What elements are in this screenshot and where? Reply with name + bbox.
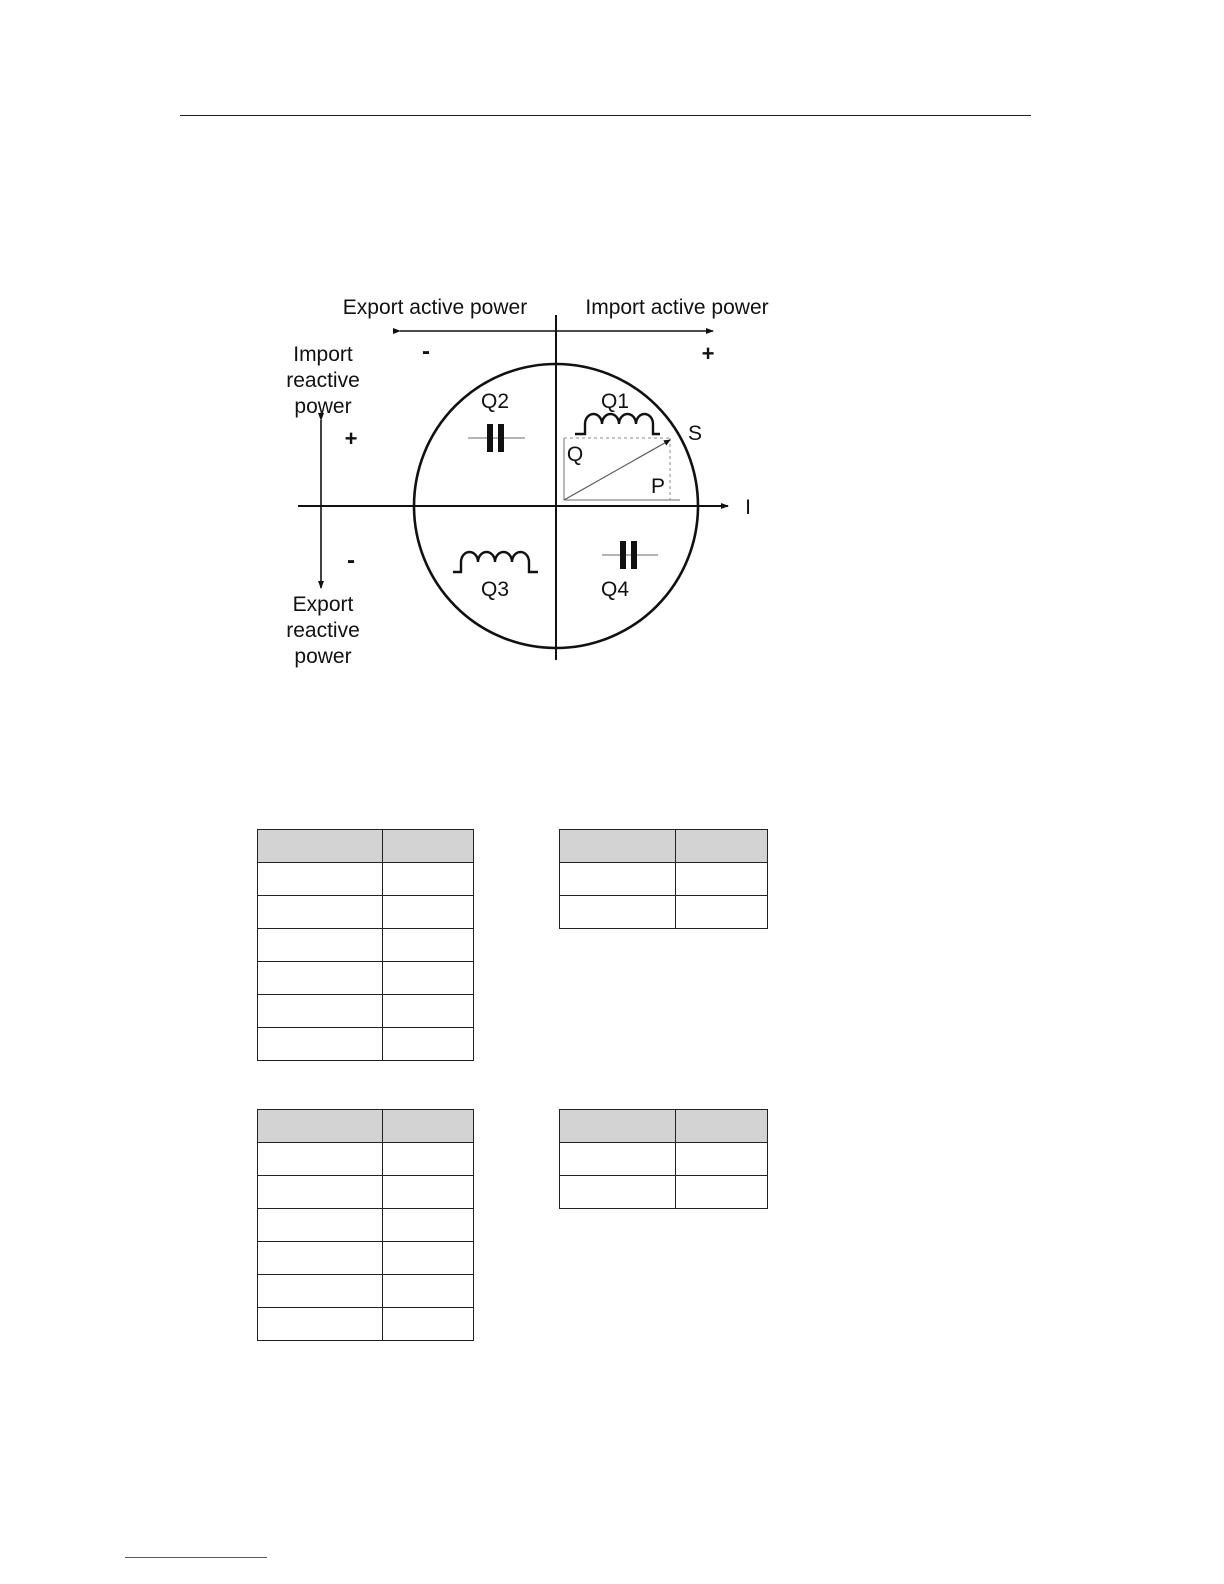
table-row bbox=[258, 995, 474, 1028]
table-bottom-right bbox=[559, 1109, 768, 1209]
quadrant-q2-label: Q2 bbox=[480, 390, 510, 413]
current-label-i: I bbox=[745, 496, 751, 519]
table-row bbox=[258, 896, 474, 929]
export-reactive-label-line2: reactive bbox=[286, 619, 360, 642]
table-header-row bbox=[258, 1110, 474, 1143]
table-row bbox=[258, 1242, 474, 1275]
table-cell bbox=[258, 1176, 383, 1209]
table-cell bbox=[676, 863, 768, 896]
table-row bbox=[258, 1176, 474, 1209]
table-cell bbox=[383, 896, 474, 929]
inductor-icon-q3 bbox=[453, 552, 538, 572]
table-cell bbox=[560, 1143, 676, 1176]
table-cell bbox=[258, 1209, 383, 1242]
table-cell bbox=[258, 1242, 383, 1275]
table-row bbox=[258, 962, 474, 995]
table-cell bbox=[676, 1143, 768, 1176]
table-cell bbox=[258, 896, 383, 929]
table-cell bbox=[383, 1028, 474, 1061]
table-cell bbox=[258, 1308, 383, 1341]
table-cell bbox=[258, 1275, 383, 1308]
table-header-cell bbox=[676, 1110, 768, 1143]
table-header-cell bbox=[560, 1110, 676, 1143]
quadrant-q3-label: Q3 bbox=[480, 578, 510, 601]
table-row bbox=[258, 1308, 474, 1341]
table-cell bbox=[258, 995, 383, 1028]
capacitor-icon-q2 bbox=[468, 424, 525, 452]
table-cell bbox=[676, 896, 768, 929]
table-cell bbox=[258, 1143, 383, 1176]
table-cell bbox=[560, 1176, 676, 1209]
table-cell bbox=[383, 1143, 474, 1176]
table-row bbox=[560, 863, 768, 896]
table-header-cell bbox=[258, 830, 383, 863]
quadrant-q1-label: Q1 bbox=[600, 390, 630, 413]
table-header-row bbox=[258, 830, 474, 863]
table-cell bbox=[383, 1176, 474, 1209]
capacitor-icon-q4 bbox=[602, 541, 658, 569]
minus-sign-active: - bbox=[422, 338, 430, 365]
table-row bbox=[258, 863, 474, 896]
table-cell bbox=[560, 863, 676, 896]
table-cell bbox=[258, 962, 383, 995]
table-cell bbox=[258, 863, 383, 896]
table-cell bbox=[383, 995, 474, 1028]
table-row bbox=[560, 896, 768, 929]
table-header-row bbox=[560, 830, 768, 863]
table-cell bbox=[676, 1176, 768, 1209]
plus-sign-active: + bbox=[701, 341, 715, 366]
table-header-row bbox=[560, 1110, 768, 1143]
table-cell bbox=[383, 929, 474, 962]
export-reactive-label-line3: power bbox=[294, 645, 352, 668]
inductor-icon-q1 bbox=[575, 414, 660, 434]
quadrant-q4-label: Q4 bbox=[600, 578, 630, 601]
table-header-cell bbox=[676, 830, 768, 863]
table-row bbox=[258, 1028, 474, 1061]
reactive-power-label-q: Q bbox=[566, 443, 584, 466]
table-header-cell bbox=[383, 830, 474, 863]
table-row bbox=[258, 1209, 474, 1242]
active-power-label-p: P bbox=[650, 475, 666, 498]
table-row bbox=[258, 929, 474, 962]
import-reactive-label-line1: Import bbox=[293, 343, 353, 366]
footer-link-underline bbox=[125, 1557, 267, 1558]
table-cell bbox=[258, 929, 383, 962]
table-row bbox=[560, 1143, 768, 1176]
table-row bbox=[258, 1143, 474, 1176]
table-top-right bbox=[559, 829, 768, 929]
import-reactive-label-line3: power bbox=[294, 395, 352, 418]
import-active-power-label: Import active power bbox=[585, 296, 769, 319]
table-cell bbox=[560, 896, 676, 929]
table-top-left bbox=[257, 829, 474, 1061]
minus-sign-reactive: - bbox=[347, 547, 355, 574]
export-reactive-label-line1: Export bbox=[292, 593, 354, 616]
import-reactive-label-line2: reactive bbox=[286, 369, 360, 392]
apparent-power-label-s: S bbox=[687, 422, 703, 445]
plus-sign-reactive: + bbox=[344, 426, 358, 451]
table-cell bbox=[383, 1275, 474, 1308]
table-bottom-left bbox=[257, 1109, 474, 1341]
table-cell bbox=[383, 1209, 474, 1242]
export-active-power-label: Export active power bbox=[342, 296, 528, 319]
table-cell bbox=[383, 863, 474, 896]
table-cell bbox=[383, 962, 474, 995]
table-header-cell bbox=[383, 1110, 474, 1143]
table-header-cell bbox=[258, 1110, 383, 1143]
table-cell bbox=[383, 1242, 474, 1275]
table-header-cell bbox=[560, 830, 676, 863]
table-row bbox=[560, 1176, 768, 1209]
table-cell bbox=[258, 1028, 383, 1061]
table-cell bbox=[383, 1308, 474, 1341]
table-row bbox=[258, 1275, 474, 1308]
